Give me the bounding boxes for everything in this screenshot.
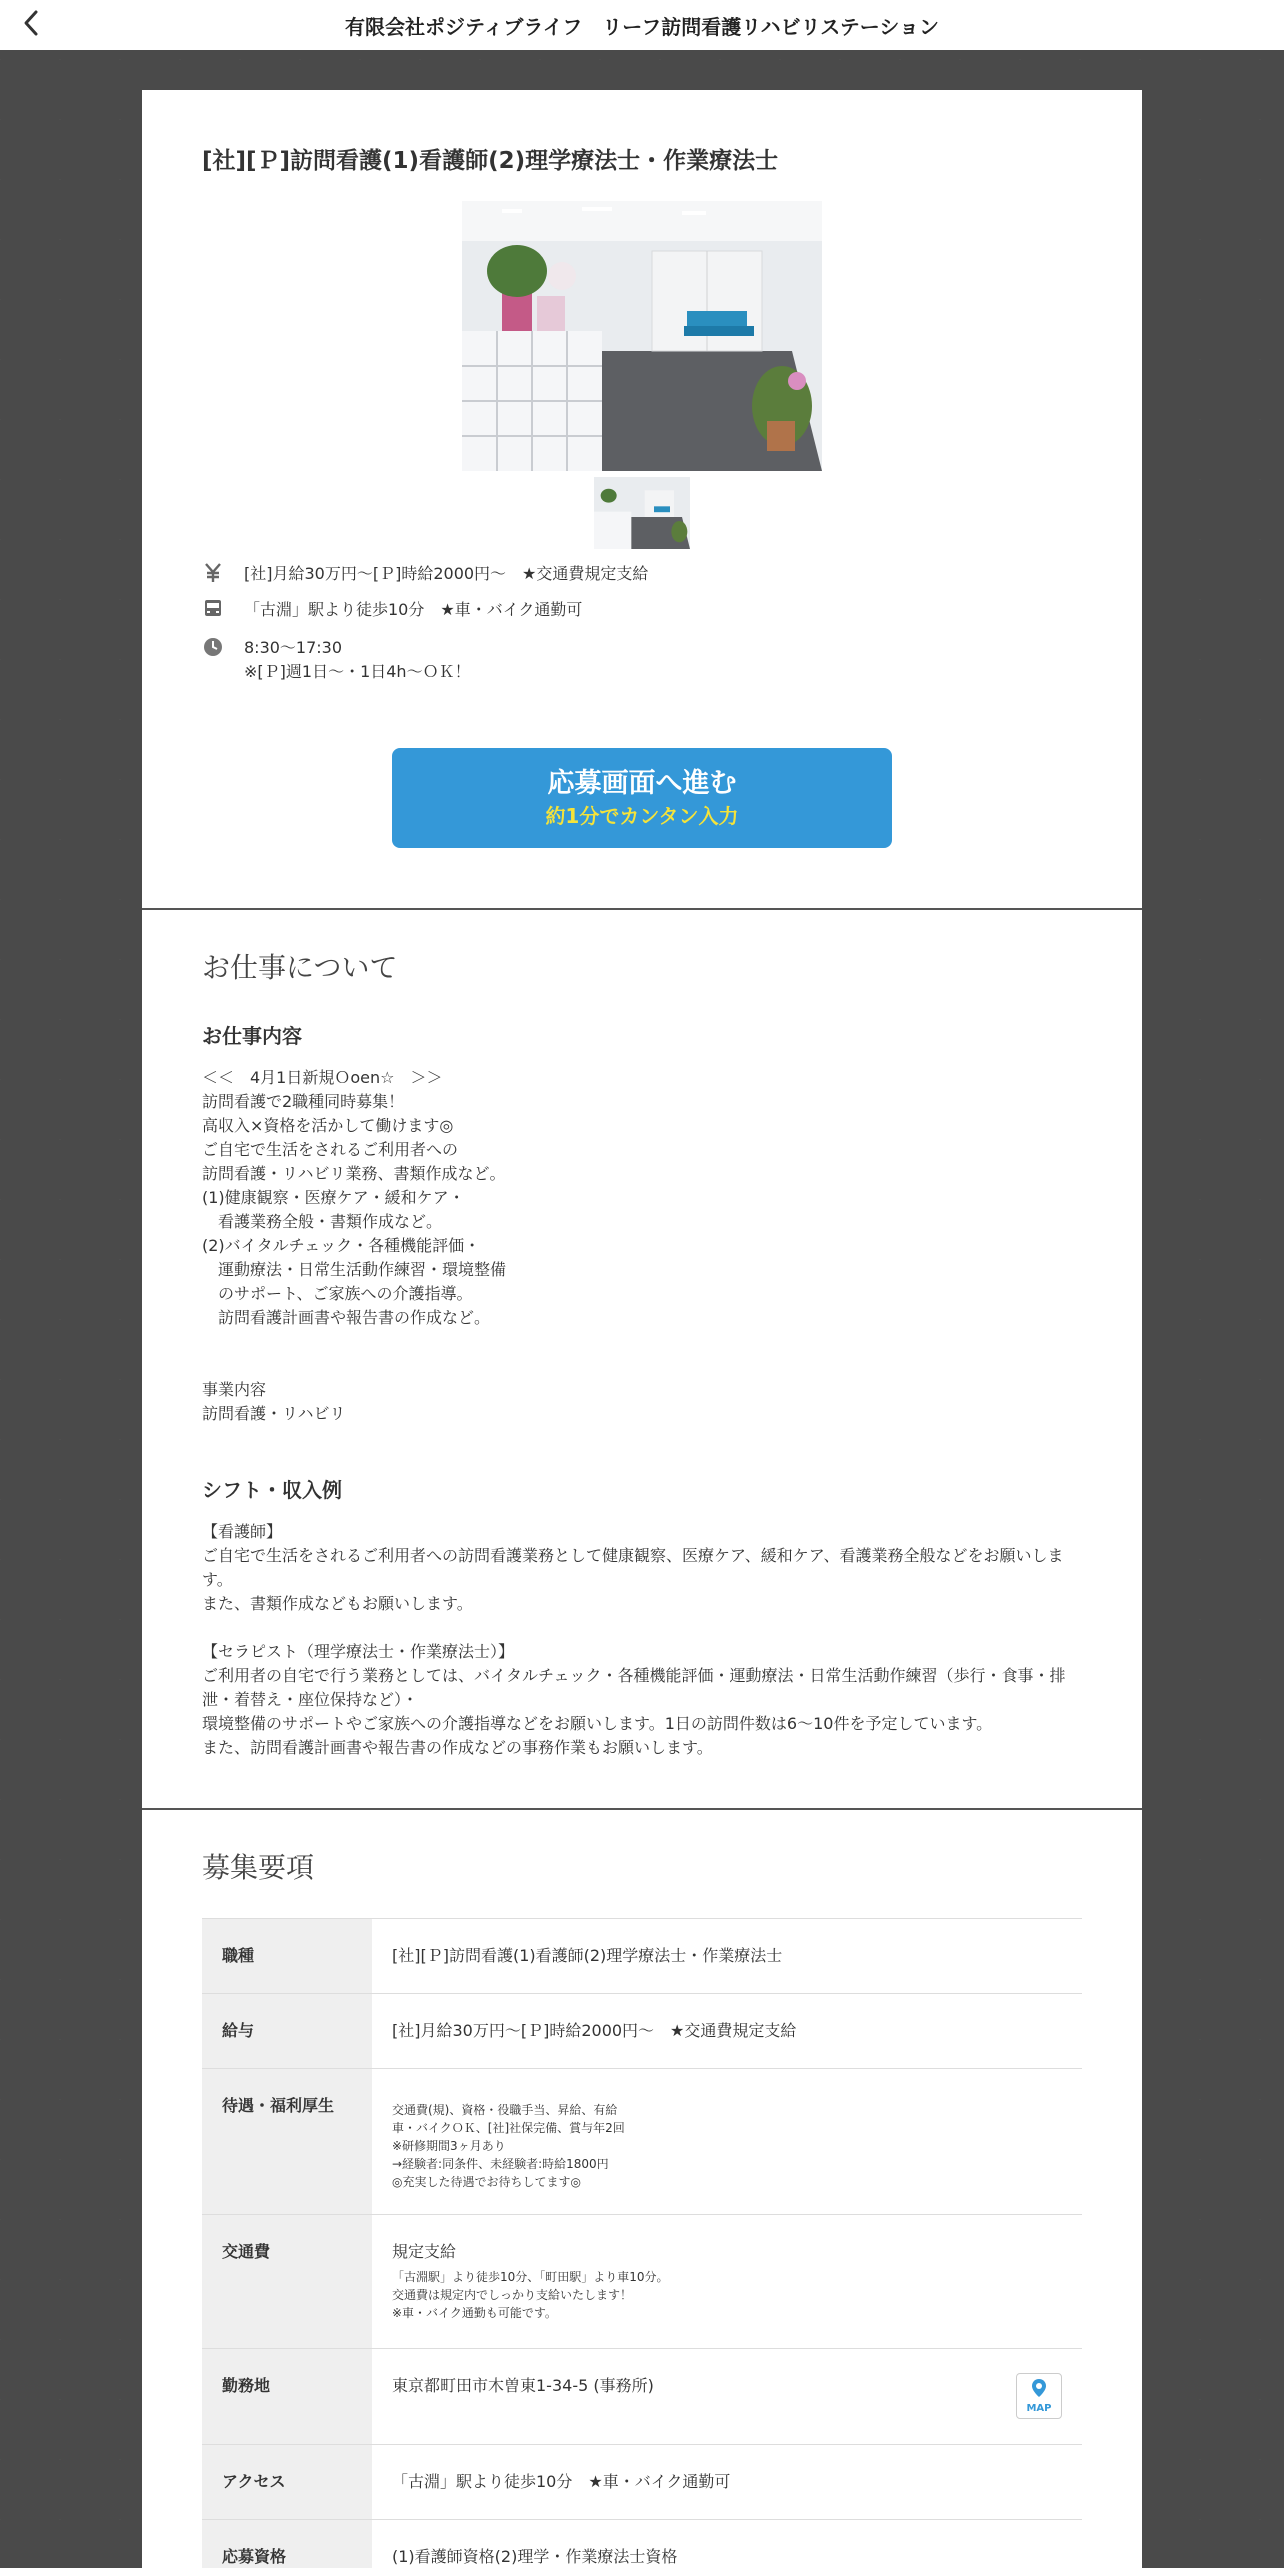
row-value	[372, 2069, 1082, 2214]
table-row	[202, 2349, 1082, 2445]
access-row	[202, 598, 582, 622]
transport-value: 規定支給	[392, 2242, 457, 2261]
photo-thumbnail[interactable]	[594, 477, 690, 549]
content-line: 運動療法・日常生活動作練習・環境整備	[202, 1260, 507, 1279]
shift-line: ご自宅で生活をされるご利用者への訪問看護業務として健康観察、医療ケア、緩和ケア、看護業務全般などをお願いします。	[202, 1546, 1064, 1589]
content-line: ＜＜ 4月1日新規Ｏoen☆ ＞＞	[202, 1068, 443, 1087]
map-label: MAP	[1026, 2402, 1052, 2414]
salary-row	[202, 562, 648, 586]
access-text: 「古淵」駅より徒歩10分 ★車・バイク通勤可	[244, 600, 583, 619]
content-line: 訪問看護・リハビリ	[202, 1404, 346, 1423]
benefit-line: →経験者:同条件、未経験者:時給1800円	[392, 2157, 609, 2171]
benefit-line: ※研修期間3ヶ月あり	[392, 2139, 506, 2153]
hours-line-1: 8:30～17:30	[244, 638, 343, 657]
row-label: 応募資格	[202, 2520, 372, 2568]
row-label: 給与	[202, 1994, 372, 2068]
hours-text	[244, 636, 471, 684]
about-section-title: お仕事について	[202, 951, 398, 984]
row-value: [社][Ｐ]訪問看護(1)看護師(2)理学療法士・作業療法士	[392, 1946, 783, 1965]
row-label: 交通費	[202, 2215, 372, 2348]
row-label: 職種	[202, 1919, 372, 1993]
shift-line: 【看護師】	[202, 1522, 283, 1541]
row-value: [社]月給30万円～[Ｐ]時給2000円～ ★交通費規定支給	[392, 2021, 797, 2040]
row-label: 待遇・福利厚生	[202, 2069, 372, 2214]
row-value	[372, 2349, 1082, 2444]
chevron-left-icon	[21, 9, 41, 41]
benefit-line: ◎充実した待遇でお待ちしてます◎	[392, 2175, 581, 2189]
content-line: 看護業務全般・書類作成など。	[202, 1212, 443, 1231]
row-label: 勤務地	[202, 2349, 372, 2444]
job-content-text	[202, 1066, 1082, 1426]
content-line: (2)バイタルチェック・各種機能評価・	[202, 1236, 481, 1255]
table-row	[202, 2445, 1082, 2520]
requirements-table	[202, 1918, 1082, 2568]
row-value: (1)看護師資格(2)理学・作業療法士資格	[392, 2547, 678, 2566]
top-bar	[0, 0, 1284, 50]
hours-row	[202, 636, 471, 684]
transport-line: 「古淵駅」より徒歩10分、「町田駅」より車10分。	[392, 2270, 669, 2284]
table-row	[202, 1994, 1082, 2069]
workplace-address: 東京都町田市木曽東1-34-5 (事務所)	[392, 2376, 654, 2395]
main-photo	[462, 201, 822, 471]
job-title: [社][Ｐ]訪問看護(1)看護師(2)理学療法士・作業療法士	[202, 148, 779, 174]
shift-line	[202, 1616, 1082, 1640]
table-row	[202, 2215, 1082, 2349]
shift-line: ご利用者の自宅で行う業務としては、バイタルチェック・各種機能評価・運動療法・日常生活動作練習（歩行・食事・排泄・着替え・座位保持など）・	[202, 1666, 1066, 1709]
shift-income-title: シフト・収入例	[202, 1478, 342, 1502]
back-button[interactable]	[14, 8, 48, 42]
transport-line: 交通費は規定内でしっかり支給いたします！	[392, 2288, 633, 2302]
apply-button[interactable]	[392, 748, 892, 848]
requirements-card	[142, 1810, 1142, 2568]
hours-line-2: ※[Ｐ]週1日～・1日4h～ＯＫ！	[244, 662, 471, 681]
table-row	[202, 1919, 1082, 1994]
shift-income-text	[202, 1520, 1082, 1760]
shift-line: 【セラピスト（理学療法士・作業療法士）】	[202, 1642, 515, 1661]
map-button[interactable]	[1016, 2373, 1062, 2419]
content-line: 訪問看護で2職種同時募集！	[202, 1092, 405, 1111]
content-line: ご自宅で生活をされるご利用者への	[202, 1140, 459, 1159]
table-row	[202, 2520, 1082, 2568]
train-icon	[202, 598, 224, 620]
about-job-card	[142, 910, 1142, 1808]
shift-line: また、訪問看護計画書や報告書の作成などの事務作業もお願いします。	[202, 1738, 713, 1757]
row-value: 「古淵」駅より徒歩10分 ★車・バイク通勤可	[392, 2472, 731, 2491]
content-line: 訪問看護計画書や報告書の作成など。	[202, 1308, 491, 1327]
map-pin-icon	[1031, 2378, 1047, 2402]
content-line	[202, 1330, 1082, 1354]
content-line: のサポート、ご家族への介護指導。	[202, 1284, 473, 1303]
shift-line: また、書類作成などもお願いします。	[202, 1594, 473, 1613]
requirements-section-title: 募集要項	[202, 1851, 315, 1884]
row-value	[372, 2215, 1082, 2348]
shift-line: 環境整備のサポートやご家族への介護指導などをお願いします。1日の訪問件数は6～10件を予定しています。	[202, 1714, 993, 1733]
content-line: (1)健康観察・医療ケア・緩和ケア・	[202, 1188, 465, 1207]
row-label: アクセス	[202, 2445, 372, 2519]
apply-button-label: 応募画面へ進む	[547, 768, 737, 799]
page-title: 有限会社ポジティブライフ リーフ訪問看護リハビリステーション	[345, 14, 939, 39]
content-line	[202, 1354, 1082, 1378]
content-line: 事業内容	[202, 1380, 267, 1399]
clock-icon	[202, 636, 224, 658]
content-line: 訪問看護・リハビリ業務、書類作成など。	[202, 1164, 506, 1183]
salary-text: [社]月給30万円～[Ｐ]時給2000円～ ★交通費規定支給	[244, 564, 649, 583]
transport-line: ※車・バイク通勤も可能です。	[392, 2306, 557, 2320]
benefit-line: 車・バイクＯＫ、[社]社保完備、賞与年2回	[392, 2121, 625, 2135]
benefit-line: 交通費(規)、資格・役職手当、昇給、有給	[392, 2103, 618, 2117]
yen-icon	[202, 562, 224, 584]
job-content-title: お仕事内容	[202, 1024, 302, 1048]
table-row	[202, 2069, 1082, 2215]
content-line: 高収入×資格を活かして働けます◎	[202, 1116, 454, 1135]
job-summary-card	[142, 90, 1142, 908]
apply-button-sublabel: 約1分でカンタン入力	[545, 804, 739, 828]
